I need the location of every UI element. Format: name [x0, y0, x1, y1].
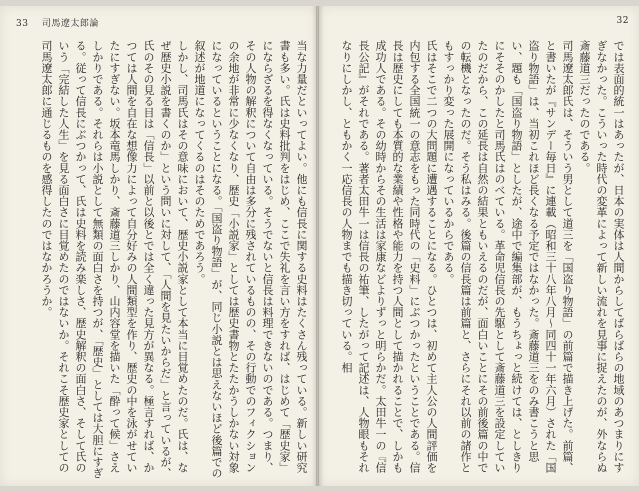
right-paragraph-2: 司馬遼太郎氏は、そういう男として道三を「国盗り物語」の前篇で描き上げた。前篇、と書いたが『サンデー毎日』に連載（昭和三十八年八月～同四十一年六月）された「国盗り物語」は、当初これほど長くなる予定ではなかった。斎藤道三をのみ書こうと思い、題も「国盗り物語」としたが、途中で編集部が、もうちょっと続けては、としきりにそそのかしたと司馬氏はのべている。革命児信長の先駆として斎藤道三を設定していたのだから、この延長は自然の結果ともいえるのだが、面白いことにその前後篇の中での転機となったのだ。そう私はみる。後篇の信長篇は前篇と、さらにそれ以前の諸作ともすっかり変った展開になっているからである。 [442, 40, 574, 473]
left-page [0, 6, 317, 486]
right-page [318, 6, 639, 486]
right-paragraph-1: では表面的統一はあったが、日本の実体は人間からしてばらばらの地域のあつまりにすぎなかった。こういった時代の変革によって新しい流れを見事に捉えたのが、外ならぬ斎藤道三だったのである。 [578, 40, 625, 473]
right-body-text [327, 40, 627, 480]
right-paragraph-3: 氏はそこで二つの大問題に遭遇することになる。ひとつは、初めて主人公の人間評価を内包する全国統一の意志をもった同時代の「史料」にぶつかったということである。信長は歴史にしても本質的な業績や性格や能力を持つ人間として描かれることで、しかも成功人である。その幼時からその生活は家康などよりずっと明らかだ。太田牛一の『信長公記』がそれである。著者太田牛一は信長の祐筆、したがって記述は、人物眼もそれなりにしかし、ともかく一応信長の人物までも描き切っている。相 [340, 40, 438, 473]
left-paragraph-1: 当な力量だといってよい。他にも信長に関する史料はたくさん残っている。新しい研究書も多い。氏は史料批判をはじめ、ここで失礼を言い方をすれば、はじめて「歴史家」にならざるを得なくなっている。そうでないと信長は料理できないのである。つまり、その人物の解釈について自由は多分に残されているものの、その行動でのフィクションの余地が非常に少なくなり、歴史「小説家」としては歴史書物とたたかうしかない対象になっているということになる。「国盗り物語」が、同じ小説とは思えないほど後篇での叙述が地道になってくるのはそのためであろう。 [193, 40, 308, 479]
left-paragraph-2: しかし、司馬氏はその意味において、歴史小説家として本当に目覚めたのだ。氏は、なぜ歴史小説を書くのか」という問いに対して、「人間を見たいからだ」と言っているが、氏のその見る目は「信長」以前と以後とでは全く違った見方が異なる。極言すれば、かつては人間を自在な想像力によって自分好みの人間類型を作り、歴史の中を泳がせていたにすぎない。坂本竜馬しかり、斎藤道三しかり、山内容堂を描いた「酔って候」さえしかりである。それらは小説として無類の面白さを持つが、「歴史」としては大胆にすぎる。従って信長にぶつかって、氏は史料を読み楽しさ、歴史解釈の面白さ、そして氏のいう「完結した人生」を見る面白さに目覚めたのではないか。それこそ歴史家としての司馬遼太郎に通じるものを感得したのではなかろうか。 [40, 40, 189, 479]
left-running-title: 司馬遼太郎論 [41, 19, 99, 29]
left-running-head [16, 16, 99, 29]
right-running-head [617, 16, 629, 26]
book-gutter [312, 6, 324, 486]
left-body-text [10, 40, 310, 480]
left-page-number: 33 [16, 19, 29, 29]
right-page-number: 32 [616, 16, 629, 26]
